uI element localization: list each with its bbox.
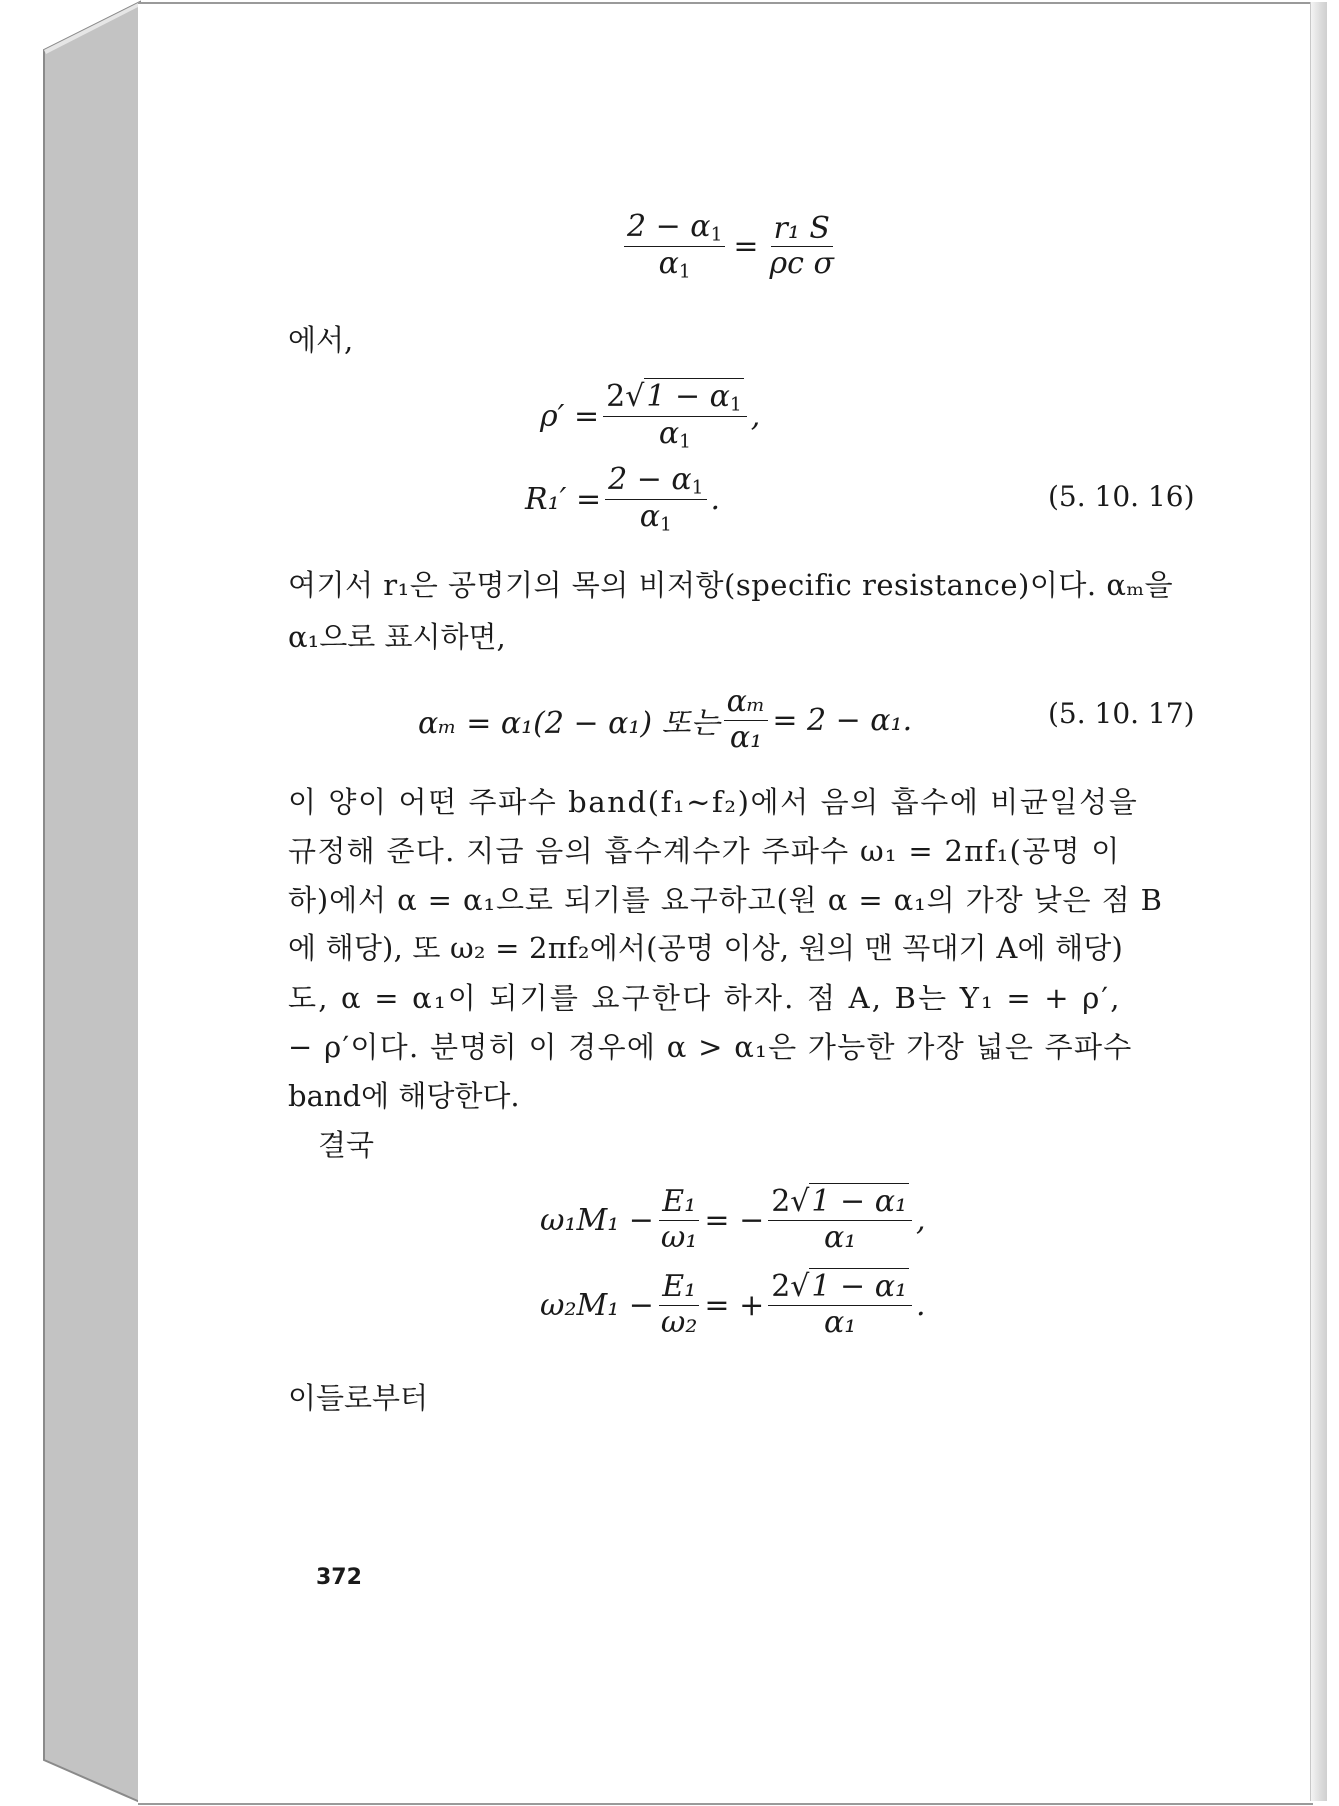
equation-rho-prime: ρ′ = $\frac{2√1 - \alpha_1}{\alpha_1}$ ,: [540, 379, 761, 453]
equation-r1-prime: R₁′ = $\frac{2 - \alpha_1}{\alpha_1}$ .: [525, 462, 721, 536]
eq3-fraction: $\frac{2 - \alpha_1}{\alpha_1}$: [605, 463, 706, 536]
paragraph2-line2: 규정해 준다. 지금 음의 흡수계수가 주파수 ω₁ = 2πf₁(공명 이: [288, 834, 1121, 868]
eq2-fraction: $\frac{2√1 - \alpha_1}{\alpha_1}$: [603, 380, 747, 453]
equation-omega1: ω₁M₁ − $\frac{\text{E₁}}{\text{ω₁}}$ = − $\frac{\text{2√1 − α₁}}{\text{α₁}}$ ,: [540, 1184, 926, 1255]
equation-number-16: (5. 10. 16): [1048, 480, 1195, 513]
eq1-rhs-fraction: $\frac{\text{r₁ S}}{\text{ρc σ}}$: [769, 210, 834, 282]
paragraph2-line7: band에 해당한다.: [288, 1079, 520, 1113]
eq5-sqrt-fraction: $\frac{\text{2√1 − α₁}}{\text{α₁}}$: [768, 1185, 912, 1255]
text-eseo: 에서,: [288, 323, 354, 357]
paragraph2-line1: 이 양이 어떤 주파수 band(f₁∼f₂)에서 음의 흡수에 비균일성을: [288, 785, 1139, 819]
text-ideullobuteo: 이들로부터: [288, 1381, 429, 1415]
page-edge: [1310, 2, 1327, 1801]
eq1-lhs-fraction: $\frac{2 - \alpha_1}{\alpha_1}$: [624, 210, 725, 283]
eq6-sqrt-fraction: $\frac{\text{2√1 − α₁}}{\text{α₁}}$: [768, 1270, 912, 1340]
paragraph1-line1: 여기서 r₁은 공명기의 목의 비저항(specific resistance)이다. αₘ을: [288, 568, 1174, 602]
equation-1: $\frac{2 - \alpha_1}{\alpha_1}$ = $\frac{\text{r₁ S}}{\text{ρc σ}}$: [620, 210, 841, 283]
page-number: 372: [316, 1565, 362, 1590]
equation-number-17: (5. 10. 17): [1048, 697, 1195, 730]
paragraph2-line4: 에 해당), 또 ω₂ = 2πf₂에서(공명 이상, 원의 맨 꼭대기 A에 해당): [288, 931, 1124, 965]
paragraph1-line2: α₁으로 표시하면,: [288, 620, 506, 654]
eq6-e-fraction: $\frac{\text{E₁}}{\text{ω₂}}$: [660, 1269, 698, 1340]
equation-alpha-m: αₘ = α₁(2 − α₁) 또는 $\frac{\text{αₘ}}{\text{α₁}}$ = 2 − α₁.: [418, 684, 913, 755]
eq5-e-fraction: $\frac{\text{E₁}}{\text{ω₁}}$: [660, 1184, 698, 1255]
paragraph2-line5: 도, α = α₁이 되기를 요구한다 하자. 점 A, B는 Y₁ = + ρ′,: [288, 981, 1122, 1015]
eq4-fraction: $\frac{\text{αₘ}}{\text{α₁}}$: [724, 685, 769, 755]
paragraph2-line3: 하)에서 α = α₁으로 되기를 요구하고(원 α = α₁의 가장 낮은 점 B: [288, 883, 1163, 917]
text-gyeolguk: 결국: [318, 1128, 375, 1162]
paragraph2-line6: − ρ′이다. 분명히 이 경우에 α > α₁은 가능한 가장 넓은 주파수: [288, 1030, 1133, 1064]
equation-omega2: ω₂M₁ − $\frac{\text{E₁}}{\text{ω₂}}$ = + $\frac{\text{2√1 − α₁}}{\text{α₁}}$ .: [540, 1269, 926, 1340]
